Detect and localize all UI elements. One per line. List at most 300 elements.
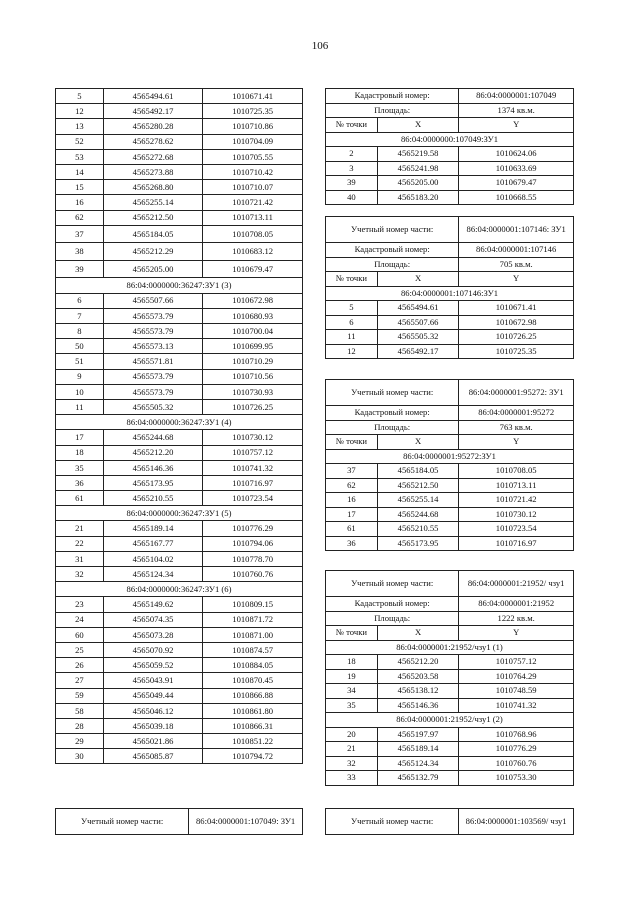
y-coordinate: 1010778.70	[203, 551, 303, 566]
column-header: № точки	[326, 118, 378, 133]
point-number: 14	[56, 164, 104, 179]
y-coordinate: 1010708.05	[459, 464, 574, 479]
x-coordinate: 4565197.97	[377, 727, 459, 742]
point-number: 10	[56, 384, 104, 399]
x-coordinate: 4565132.79	[377, 771, 459, 786]
point-number: 35	[56, 460, 104, 475]
y-coordinate: 1010866.88	[203, 688, 303, 703]
section-header-row	[56, 278, 303, 293]
point-number: 60	[56, 627, 104, 642]
x-coordinate: 4565124.34	[377, 756, 459, 771]
property-value: 705 кв.м.	[459, 257, 574, 272]
point-number: 19	[326, 669, 378, 684]
property-row	[326, 89, 574, 104]
coordinate-row	[326, 478, 574, 493]
property-row	[326, 257, 574, 272]
part-number-value: 86:04:0000001:107049: ЗУ1	[189, 809, 303, 835]
point-number: 7	[56, 308, 104, 323]
section-header: 86:04:0000001:21952/чзу1 (2)	[326, 713, 574, 728]
point-number: 11	[56, 399, 104, 414]
property-value: 86:04:0000001:107146	[459, 243, 574, 258]
column-header-row	[326, 118, 574, 133]
coordinate-row	[326, 507, 574, 522]
column-header-row	[326, 626, 574, 641]
x-coordinate: 4565189.14	[377, 742, 459, 757]
x-coordinate: 4565219.58	[377, 147, 459, 162]
point-number: 11	[326, 330, 378, 345]
x-coordinate: 4565273.88	[103, 164, 203, 179]
property-label: Площадь:	[326, 103, 459, 118]
x-coordinate: 4565494.61	[103, 89, 203, 104]
point-number: 3	[326, 161, 378, 176]
coordinate-row	[56, 445, 303, 460]
coordinate-row	[56, 597, 303, 612]
x-coordinate: 4565189.14	[103, 521, 203, 536]
point-number: 23	[56, 597, 104, 612]
coordinate-row	[326, 727, 574, 742]
point-number: 31	[56, 551, 104, 566]
coordinate-row	[56, 475, 303, 490]
y-coordinate: 1010730.93	[203, 384, 303, 399]
point-number: 2	[326, 147, 378, 162]
y-coordinate: 1010699.95	[203, 339, 303, 354]
section-header-row	[326, 286, 574, 301]
x-coordinate: 4565268.80	[103, 180, 203, 195]
y-coordinate: 1010710.56	[203, 369, 303, 384]
section-header-row	[326, 449, 574, 464]
point-number: 39	[56, 260, 104, 278]
column-header: X	[377, 626, 459, 641]
x-coordinate: 4565124.34	[103, 567, 203, 582]
x-coordinate: 4565210.55	[377, 522, 459, 537]
part-number-label: Учетный номер части:	[326, 809, 459, 835]
y-coordinate: 1010741.32	[203, 460, 303, 475]
y-coordinate: 1010671.41	[203, 89, 303, 104]
coordinate-row	[326, 190, 574, 205]
x-coordinate: 4565085.87	[103, 749, 203, 764]
section-header: 86:04:0000001:21952/чзу1 (1)	[326, 640, 574, 655]
coordinate-row	[56, 134, 303, 149]
coordinate-row	[326, 536, 574, 551]
point-number: 62	[326, 478, 378, 493]
coordinate-row	[56, 260, 303, 278]
x-coordinate: 4565212.29	[103, 243, 203, 261]
y-coordinate: 1010764.29	[459, 669, 574, 684]
coordinate-row	[56, 210, 303, 225]
property-row	[326, 103, 574, 118]
x-coordinate: 4565104.02	[103, 551, 203, 566]
y-coordinate: 1010726.25	[459, 330, 574, 345]
x-coordinate: 4565184.05	[377, 464, 459, 479]
y-coordinate: 1010705.55	[203, 149, 303, 164]
section-header-row	[326, 713, 574, 728]
x-coordinate: 4565167.77	[103, 536, 203, 551]
property-label: Учетный номер части:	[326, 217, 459, 243]
coordinate-row	[56, 354, 303, 369]
point-number: 6	[326, 315, 378, 330]
right-table-95272	[325, 379, 574, 551]
y-coordinate: 1010871.72	[203, 612, 303, 627]
point-number: 15	[56, 180, 104, 195]
x-coordinate: 4565280.28	[103, 119, 203, 134]
point-number: 27	[56, 673, 104, 688]
coordinate-row	[56, 491, 303, 506]
point-number: 16	[56, 195, 104, 210]
x-coordinate: 4565173.95	[103, 475, 203, 490]
x-coordinate: 4565074.35	[103, 612, 203, 627]
x-coordinate: 4565212.50	[103, 210, 203, 225]
point-number: 32	[326, 756, 378, 771]
column-header: № точки	[326, 272, 378, 287]
property-label: Площадь:	[326, 257, 459, 272]
coordinate-row	[326, 330, 574, 345]
x-coordinate: 4565573.13	[103, 339, 203, 354]
coordinate-row	[326, 684, 574, 699]
property-value: 763 кв.м.	[459, 420, 574, 435]
point-number: 12	[56, 104, 104, 119]
y-coordinate: 1010671.41	[459, 301, 574, 316]
coordinate-row	[326, 669, 574, 684]
column-header: № точки	[326, 626, 378, 641]
point-number: 50	[56, 339, 104, 354]
y-coordinate: 1010851.22	[203, 734, 303, 749]
y-coordinate: 1010725.35	[459, 344, 574, 359]
bottom-right-part-number	[325, 808, 574, 835]
y-coordinate: 1010683.12	[203, 243, 303, 261]
x-coordinate: 4565507.66	[377, 315, 459, 330]
point-number: 8	[56, 324, 104, 339]
point-number: 61	[56, 491, 104, 506]
section-header: 86:04:0000000:36247:ЗУ1 (5)	[56, 506, 303, 521]
y-coordinate: 1010748.59	[459, 684, 574, 699]
property-row	[326, 597, 574, 612]
coordinate-row	[56, 430, 303, 445]
coordinate-row	[56, 104, 303, 119]
x-coordinate: 4565203.58	[377, 669, 459, 684]
property-label: Кадастровый номер:	[326, 89, 459, 104]
x-coordinate: 4565571.81	[103, 354, 203, 369]
point-number: 34	[326, 684, 378, 699]
y-coordinate: 1010680.93	[203, 308, 303, 323]
property-row	[326, 243, 574, 258]
x-coordinate: 4565043.91	[103, 673, 203, 688]
section-header: 86:04:0000000:36247:ЗУ1 (6)	[56, 582, 303, 597]
y-coordinate: 1010710.86	[203, 119, 303, 134]
column-header: X	[377, 435, 459, 450]
coordinate-row	[326, 161, 574, 176]
x-coordinate: 4565505.32	[103, 399, 203, 414]
x-coordinate: 4565146.36	[377, 698, 459, 713]
point-number: 62	[56, 210, 104, 225]
y-coordinate: 1010716.97	[459, 536, 574, 551]
property-row	[326, 217, 574, 243]
point-number: 39	[326, 176, 378, 191]
coordinate-row	[56, 536, 303, 551]
coordinate-row	[326, 655, 574, 670]
x-coordinate: 4565212.50	[377, 478, 459, 493]
x-coordinate: 4565049.44	[103, 688, 203, 703]
point-number: 21	[326, 742, 378, 757]
property-row	[326, 611, 574, 626]
y-coordinate: 1010757.12	[203, 445, 303, 460]
y-coordinate: 1010884.05	[203, 658, 303, 673]
coordinate-row	[56, 642, 303, 657]
property-label: Учетный номер части:	[326, 571, 459, 597]
y-coordinate: 1010776.29	[459, 742, 574, 757]
point-number: 25	[56, 642, 104, 657]
y-coordinate: 1010716.97	[203, 475, 303, 490]
x-coordinate: 4565573.79	[103, 308, 203, 323]
point-number: 38	[56, 243, 104, 261]
y-coordinate: 1010710.29	[203, 354, 303, 369]
y-coordinate: 1010721.42	[203, 195, 303, 210]
coordinate-row	[56, 718, 303, 733]
y-coordinate: 1010700.04	[203, 324, 303, 339]
right-table-107146	[325, 216, 574, 359]
y-coordinate: 1010861.80	[203, 703, 303, 718]
x-coordinate: 4565244.68	[103, 430, 203, 445]
y-coordinate: 1010710.07	[203, 180, 303, 195]
coordinate-row	[56, 567, 303, 582]
point-number: 16	[326, 493, 378, 508]
coordinate-row	[56, 384, 303, 399]
column-header: Y	[459, 118, 574, 133]
x-coordinate: 4565492.17	[103, 104, 203, 119]
y-coordinate: 1010713.11	[459, 478, 574, 493]
property-row	[326, 406, 574, 421]
coordinate-row	[56, 243, 303, 261]
point-number: 59	[56, 688, 104, 703]
point-number: 40	[326, 190, 378, 205]
y-coordinate: 1010723.54	[459, 522, 574, 537]
coordinate-row	[56, 195, 303, 210]
property-value: 86:04:0000001:107146: ЗУ1	[459, 217, 574, 243]
point-number: 33	[326, 771, 378, 786]
point-number: 37	[56, 225, 104, 243]
property-row	[326, 571, 574, 597]
x-coordinate: 4565255.14	[377, 493, 459, 508]
coordinate-row	[56, 225, 303, 243]
y-coordinate: 1010874.57	[203, 642, 303, 657]
column-header: Y	[459, 626, 574, 641]
point-number: 24	[56, 612, 104, 627]
coordinate-row	[326, 756, 574, 771]
y-coordinate: 1010726.25	[203, 399, 303, 414]
property-value: 1222 кв.м.	[459, 611, 574, 626]
part-number-label: Учетный номер части:	[56, 809, 189, 835]
point-number: 32	[56, 567, 104, 582]
right-table-21952	[325, 570, 574, 786]
x-coordinate: 4565149.62	[103, 597, 203, 612]
column-header-row	[326, 272, 574, 287]
x-coordinate: 4565073.28	[103, 627, 203, 642]
x-coordinate: 4565278.62	[103, 134, 203, 149]
y-coordinate: 1010679.47	[203, 260, 303, 278]
y-coordinate: 1010870.45	[203, 673, 303, 688]
coordinate-row	[56, 658, 303, 673]
property-label: Кадастровый номер:	[326, 597, 459, 612]
x-coordinate: 4565184.05	[103, 225, 203, 243]
y-coordinate: 1010672.98	[459, 315, 574, 330]
y-coordinate: 1010721.42	[459, 493, 574, 508]
coordinate-row	[56, 308, 303, 323]
property-value: 86:04:0000001:107049	[459, 89, 574, 104]
point-number: 9	[56, 369, 104, 384]
x-coordinate: 4565059.52	[103, 658, 203, 673]
coordinate-row	[326, 698, 574, 713]
y-coordinate: 1010725.35	[203, 104, 303, 119]
coordinate-row	[56, 551, 303, 566]
point-number: 5	[326, 301, 378, 316]
x-coordinate: 4565205.00	[377, 176, 459, 191]
y-coordinate: 1010624.06	[459, 147, 574, 162]
coordinate-row	[326, 771, 574, 786]
property-value: 1374 кв.м.	[459, 103, 574, 118]
y-coordinate: 1010794.06	[203, 536, 303, 551]
point-number: 17	[326, 507, 378, 522]
coordinate-row	[56, 688, 303, 703]
column-header: № точки	[326, 435, 378, 450]
left-coordinates-table	[55, 88, 303, 764]
page-number: 106	[311, 40, 329, 52]
property-label: Учетный номер части:	[326, 380, 459, 406]
y-coordinate: 1010760.76	[459, 756, 574, 771]
coordinate-row	[326, 147, 574, 162]
coordinate-row	[56, 324, 303, 339]
x-coordinate: 4565492.17	[377, 344, 459, 359]
y-coordinate: 1010679.47	[459, 176, 574, 191]
y-coordinate: 1010668.55	[459, 190, 574, 205]
property-value: 86:04:0000001:95272	[459, 406, 574, 421]
property-label: Площадь:	[326, 611, 459, 626]
x-coordinate: 4565146.36	[103, 460, 203, 475]
coordinate-row	[326, 344, 574, 359]
point-number: 53	[56, 149, 104, 164]
x-coordinate: 4565183.20	[377, 190, 459, 205]
property-value: 86:04:0000001:21952/ чзу1	[459, 571, 574, 597]
section-header: 86:04:0000000:107049:ЗУ1	[326, 132, 574, 147]
point-number: 37	[326, 464, 378, 479]
x-coordinate: 4565212.20	[377, 655, 459, 670]
coordinate-row	[56, 339, 303, 354]
point-number: 12	[326, 344, 378, 359]
coordinate-row	[326, 315, 574, 330]
point-number: 18	[326, 655, 378, 670]
coordinate-row	[56, 369, 303, 384]
coordinate-row	[326, 301, 574, 316]
coordinate-row	[326, 464, 574, 479]
section-header-row	[326, 132, 574, 147]
point-number: 6	[56, 293, 104, 308]
x-coordinate: 4565573.79	[103, 369, 203, 384]
part-number-value: 86:04:0000001:103569/ чзу1	[459, 809, 574, 835]
right-table-107049	[325, 88, 574, 205]
coordinate-row	[56, 399, 303, 414]
coordinate-row	[56, 749, 303, 764]
y-coordinate: 1010633.69	[459, 161, 574, 176]
x-coordinate: 4565507.66	[103, 293, 203, 308]
section-header-row	[56, 582, 303, 597]
coordinate-row	[56, 673, 303, 688]
property-label: Площадь:	[326, 420, 459, 435]
y-coordinate: 1010809.15	[203, 597, 303, 612]
section-header: 86:04:0000000:36247:ЗУ1 (3)	[56, 278, 303, 293]
x-coordinate: 4565241.98	[377, 161, 459, 176]
coordinate-row	[56, 293, 303, 308]
y-coordinate: 1010757.12	[459, 655, 574, 670]
point-number: 18	[56, 445, 104, 460]
y-coordinate: 1010704.09	[203, 134, 303, 149]
column-header: Y	[459, 435, 574, 450]
point-number: 52	[56, 134, 104, 149]
coordinate-row	[56, 734, 303, 749]
point-number: 5	[56, 89, 104, 104]
coordinate-row	[56, 521, 303, 536]
y-coordinate: 1010713.11	[203, 210, 303, 225]
section-header: 86:04:0000001:107146:ЗУ1	[326, 286, 574, 301]
coordinate-row	[56, 703, 303, 718]
y-coordinate: 1010730.12	[459, 507, 574, 522]
property-label: Кадастровый номер:	[326, 406, 459, 421]
column-header: X	[377, 118, 459, 133]
section-header-row	[56, 415, 303, 430]
coordinate-row	[56, 612, 303, 627]
bottom-left-part-number	[55, 808, 303, 835]
y-coordinate: 1010723.54	[203, 491, 303, 506]
y-coordinate: 1010708.05	[203, 225, 303, 243]
point-number: 36	[56, 475, 104, 490]
x-coordinate: 4565173.95	[377, 536, 459, 551]
point-number: 35	[326, 698, 378, 713]
x-coordinate: 4565212.20	[103, 445, 203, 460]
point-number: 13	[56, 119, 104, 134]
x-coordinate: 4565573.79	[103, 384, 203, 399]
coordinate-row	[56, 164, 303, 179]
coordinate-row	[326, 176, 574, 191]
column-header: Y	[459, 272, 574, 287]
section-header: 86:04:0000001:95272:ЗУ1	[326, 449, 574, 464]
point-number: 29	[56, 734, 104, 749]
coordinate-row	[56, 89, 303, 104]
property-label: Кадастровый номер:	[326, 243, 459, 258]
point-number: 20	[326, 727, 378, 742]
x-coordinate: 4565070.92	[103, 642, 203, 657]
coordinate-row	[56, 460, 303, 475]
y-coordinate: 1010760.76	[203, 567, 303, 582]
point-number: 30	[56, 749, 104, 764]
section-header-row	[326, 640, 574, 655]
column-header-row	[326, 435, 574, 450]
y-coordinate: 1010730.12	[203, 430, 303, 445]
coordinate-row	[56, 149, 303, 164]
coordinate-row	[56, 627, 303, 642]
y-coordinate: 1010741.32	[459, 698, 574, 713]
y-coordinate: 1010768.96	[459, 727, 574, 742]
coordinate-row	[326, 522, 574, 537]
x-coordinate: 4565505.32	[377, 330, 459, 345]
section-header-row	[56, 506, 303, 521]
point-number: 22	[56, 536, 104, 551]
y-coordinate: 1010866.31	[203, 718, 303, 733]
point-number: 51	[56, 354, 104, 369]
point-number: 36	[326, 536, 378, 551]
x-coordinate: 4565255.14	[103, 195, 203, 210]
x-coordinate: 4565138.12	[377, 684, 459, 699]
point-number: 61	[326, 522, 378, 537]
y-coordinate: 1010710.42	[203, 164, 303, 179]
y-coordinate: 1010871.00	[203, 627, 303, 642]
column-header: X	[377, 272, 459, 287]
